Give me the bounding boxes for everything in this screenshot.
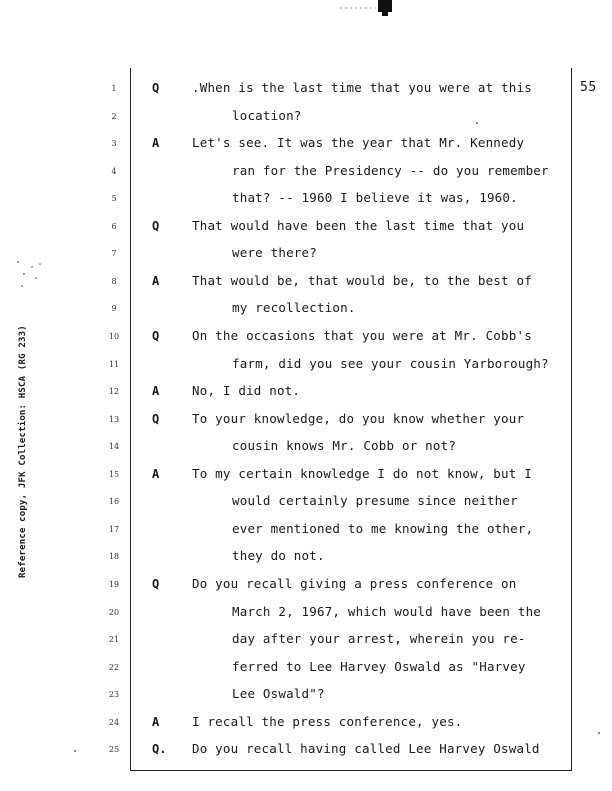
speaker-label: A bbox=[152, 384, 160, 399]
line-number: 3 bbox=[111, 139, 117, 149]
transcript-line bbox=[0, 108, 612, 128]
speaker-label: Q bbox=[152, 218, 160, 233]
line-text: location? bbox=[232, 107, 302, 123]
line-text: No, I did not. bbox=[192, 383, 301, 399]
transcript-line bbox=[0, 328, 612, 348]
transcript-line bbox=[0, 411, 612, 431]
speaker-label: Q bbox=[152, 329, 160, 343]
line-text: Lee Oswald"? bbox=[232, 686, 325, 702]
line-number: 23 bbox=[108, 690, 120, 700]
line-text: Let's see. It was the year that Mr. Kennedy bbox=[192, 135, 525, 151]
line-number: 10 bbox=[108, 332, 120, 341]
transcript-line bbox=[0, 218, 612, 238]
line-number: 12 bbox=[108, 387, 120, 397]
line-number: 13 bbox=[108, 414, 120, 424]
line-text: would certainly presume since neither bbox=[232, 493, 518, 509]
transcript-line bbox=[0, 741, 612, 761]
transcript-line bbox=[0, 356, 612, 376]
transcript-line bbox=[0, 190, 612, 210]
speaker-label: Q bbox=[152, 81, 160, 95]
transcript-line bbox=[0, 245, 612, 265]
transcript-line bbox=[0, 438, 612, 458]
archive-reference-stamp: Reference copy, JFK Collection: HSCA (RG 233) bbox=[18, 325, 28, 578]
line-text: I recall the press conference, yes. bbox=[192, 713, 463, 729]
line-number: 25 bbox=[108, 745, 120, 755]
line-number: 8 bbox=[111, 276, 117, 286]
speaker-label: A bbox=[152, 466, 160, 481]
line-number: 16 bbox=[108, 497, 120, 507]
transcript-line bbox=[0, 521, 612, 541]
transcript-line bbox=[0, 659, 612, 679]
line-number: 14 bbox=[108, 442, 120, 452]
line-number: 1 bbox=[111, 84, 117, 93]
line-number: 7 bbox=[111, 249, 117, 259]
line-text: That would have been the last time that you bbox=[192, 217, 525, 233]
speaker-label: Q bbox=[152, 576, 160, 591]
transcript-line bbox=[0, 466, 612, 486]
transcript-line bbox=[0, 300, 612, 320]
transcript-line bbox=[0, 135, 612, 155]
line-number: 21 bbox=[108, 635, 120, 644]
speaker-label: Q. bbox=[152, 742, 167, 757]
line-text: ran for the Presidency -- do you remember bbox=[232, 162, 549, 178]
line-text: Do you recall having called Lee Harvey Oswald bbox=[192, 741, 540, 757]
line-text: To your knowledge, do you know whether your bbox=[192, 410, 525, 426]
line-number: 20 bbox=[108, 607, 120, 617]
line-text: farm, did you see your cousin Yarborough? bbox=[232, 355, 549, 371]
line-text: On the occasions that you were at Mr. Cobb's bbox=[192, 328, 532, 343]
transcript-line bbox=[0, 548, 612, 568]
line-text: ferred to Lee Harvey Oswald as "Harvey bbox=[232, 658, 526, 674]
transcript-line bbox=[0, 631, 612, 651]
line-text: cousin knows Mr. Cobb or not? bbox=[232, 438, 457, 454]
transcript-line bbox=[0, 686, 612, 706]
line-text: day after your arrest, wherein you re- bbox=[232, 631, 526, 646]
line-text: March 2, 1967, which would have been the bbox=[232, 603, 542, 619]
line-number: 6 bbox=[111, 221, 117, 231]
line-text: To my certain knowledge I do not know, but I bbox=[192, 465, 532, 481]
line-number: 24 bbox=[108, 717, 120, 727]
speaker-label: A bbox=[152, 136, 160, 151]
line-number: 11 bbox=[108, 359, 120, 369]
transcript-line bbox=[0, 604, 612, 624]
speaker-label: A bbox=[152, 714, 160, 729]
transcript-line bbox=[0, 163, 612, 183]
speaker-label: Q bbox=[152, 411, 160, 426]
transcript-line bbox=[0, 383, 612, 403]
transcript-line bbox=[0, 576, 612, 596]
line-text: they do not. bbox=[232, 548, 325, 564]
line-text: were there? bbox=[232, 245, 317, 261]
line-text: Do you recall giving a press conference on bbox=[192, 575, 517, 591]
line-number: 15 bbox=[108, 469, 120, 479]
line-text: that? -- 1960 I believe it was, 1960. bbox=[232, 190, 518, 206]
line-text: .When is the last time that you were at this bbox=[192, 80, 532, 95]
transcript-line bbox=[0, 714, 612, 734]
line-number: 18 bbox=[108, 552, 120, 562]
line-text: my recollection. bbox=[232, 300, 356, 316]
line-text: ever mentioned to me knowing the other, bbox=[232, 520, 534, 536]
page-number: 55 bbox=[580, 80, 597, 95]
line-number: 5 bbox=[111, 194, 117, 204]
line-text: That would be, that would be, to the best of bbox=[192, 272, 532, 288]
transcript-line bbox=[0, 493, 612, 513]
transcript-line bbox=[0, 273, 612, 293]
speaker-label: A bbox=[152, 273, 160, 288]
line-number: 2 bbox=[111, 111, 117, 121]
line-number: 17 bbox=[108, 524, 120, 534]
line-number: 22 bbox=[108, 662, 120, 672]
transcript-line bbox=[0, 80, 612, 100]
line-number: 19 bbox=[108, 579, 120, 589]
line-number: 9 bbox=[111, 304, 117, 314]
line-number: 4 bbox=[111, 166, 117, 176]
